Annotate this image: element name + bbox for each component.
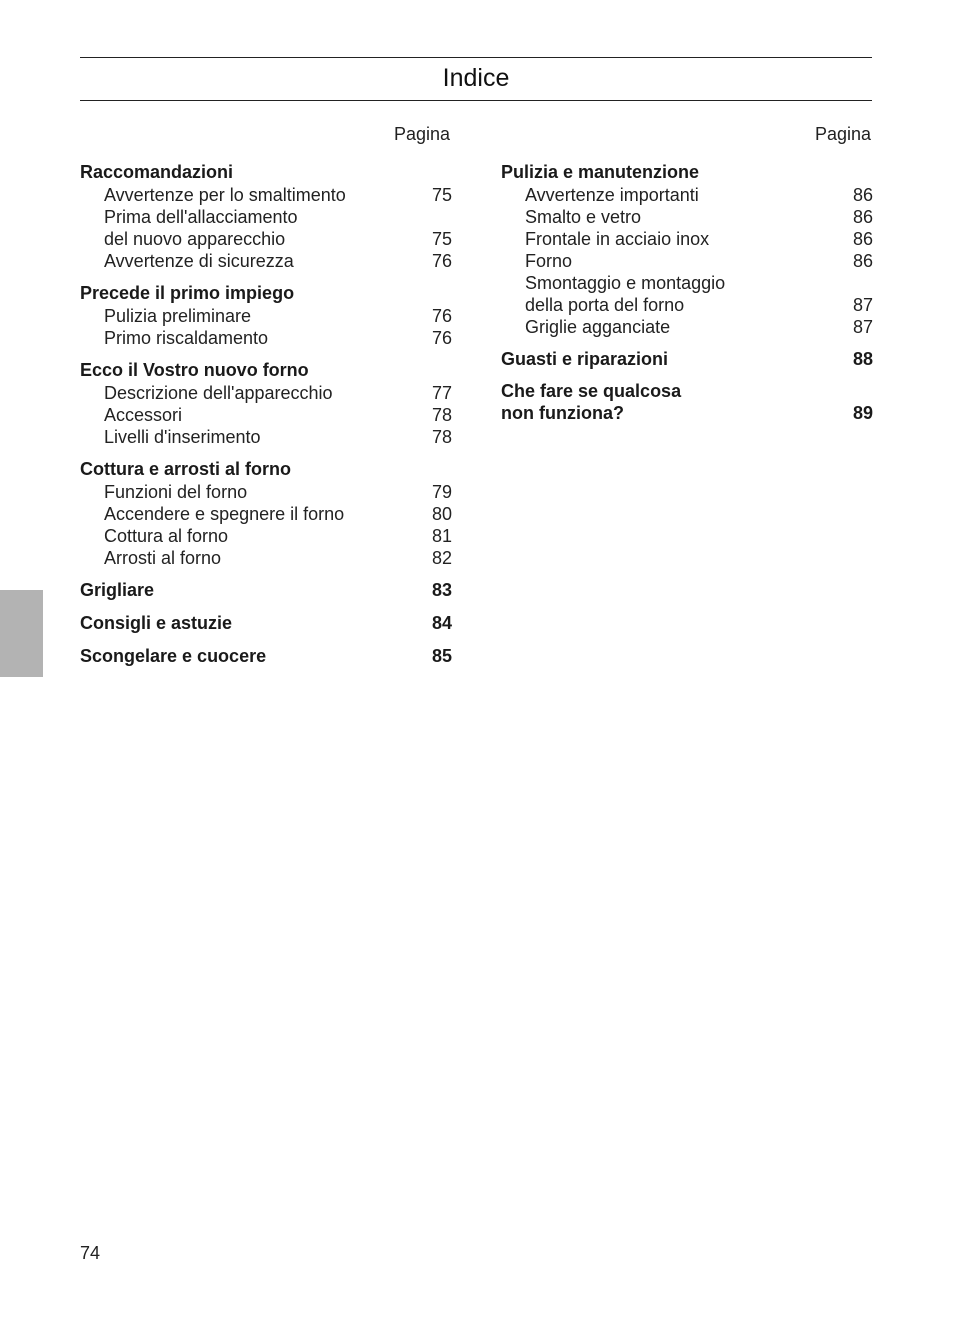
bottom-rule — [80, 100, 872, 101]
toc-heading[interactable] — [501, 402, 873, 424]
page-title: Indice — [442, 64, 510, 92]
toc-entry[interactable] — [80, 327, 452, 349]
toc-entry[interactable] — [80, 250, 452, 272]
toc-entry-page-number: 86 — [852, 229, 873, 249]
toc-entry-page-number: 87 — [852, 295, 873, 315]
toc-section — [501, 160, 873, 338]
toc-entry-label: Avvertenze importanti — [525, 185, 699, 205]
toc-entry-page-number: 87 — [852, 317, 873, 337]
toc-entry-label: Avvertenze per lo smaltimento — [104, 185, 346, 205]
toc-entry[interactable] — [80, 404, 452, 426]
toc-heading-page-number: 89 — [852, 403, 873, 423]
toc-entry-label: Cottura al forno — [104, 526, 229, 546]
toc-section — [80, 578, 452, 602]
toc-entry[interactable] — [80, 525, 452, 547]
toc-entry-label: del nuovo apparecchio — [104, 229, 286, 249]
toc-heading[interactable] — [80, 457, 452, 481]
toc-section — [80, 160, 452, 272]
toc-heading[interactable] — [501, 380, 873, 402]
toc-heading[interactable] — [80, 578, 452, 602]
toc-entry-label: Funzioni del forno — [104, 482, 248, 502]
toc-heading-label: Raccomandazioni — [80, 162, 234, 182]
toc-column-right — [501, 122, 873, 433]
toc-entry-label: Pulizia preliminare — [104, 306, 252, 326]
toc-column-left — [80, 122, 452, 677]
toc-heading[interactable] — [80, 611, 452, 635]
toc-entry[interactable] — [501, 316, 873, 338]
toc-entry-page-number: 75 — [431, 185, 452, 205]
toc-heading-page-number: 83 — [431, 580, 452, 600]
toc-entry[interactable] — [80, 481, 452, 503]
toc-entry[interactable] — [501, 272, 873, 294]
toc-entry-label: Accendere e spegnere il forno — [104, 504, 345, 524]
toc-entry-page-number: 75 — [431, 229, 452, 249]
toc-heading-label: Precede il primo impiego — [80, 283, 295, 303]
toc-entry-page-number: 82 — [431, 548, 452, 568]
toc-entry[interactable] — [80, 547, 452, 569]
toc-entry-label: Smontaggio e montaggio — [525, 273, 726, 293]
toc-entry-page-number: 78 — [431, 405, 452, 425]
toc-heading[interactable] — [80, 644, 452, 668]
toc-section — [80, 457, 452, 569]
toc-entry[interactable] — [80, 228, 452, 250]
toc-section — [80, 281, 452, 349]
pagina-column-label: Pagina — [814, 124, 871, 144]
toc-entry-label: Livelli d'inserimento — [104, 427, 261, 447]
toc-heading-page-number: 88 — [852, 349, 873, 369]
toc-entry-page-number: 81 — [431, 526, 452, 546]
toc-entry-page-number: 86 — [852, 251, 873, 271]
toc-entry-page-number: 76 — [431, 306, 452, 326]
toc-entry-page-number: 80 — [431, 504, 452, 524]
toc-entry[interactable] — [501, 206, 873, 228]
toc-entry[interactable] — [80, 206, 452, 228]
toc-section — [80, 611, 452, 635]
top-rule — [80, 57, 872, 58]
toc-entry-page-number: 76 — [431, 328, 452, 348]
toc-section — [80, 644, 452, 668]
toc-entry-label: Arrosti al forno — [104, 548, 222, 568]
toc-entry-page-number: 76 — [431, 251, 452, 271]
page-number: 74 — [80, 1243, 101, 1263]
toc-heading[interactable] — [80, 160, 452, 184]
toc-heading[interactable] — [501, 347, 873, 371]
toc-section — [501, 347, 873, 371]
pagina-column-label: Pagina — [393, 124, 450, 144]
toc-entry[interactable] — [501, 250, 873, 272]
toc-entry-label: Prima dell'allacciamento — [104, 207, 298, 227]
toc-sections — [501, 160, 873, 424]
toc-entry-label: Avvertenze di sicurezza — [104, 251, 294, 271]
toc-section — [80, 358, 452, 448]
toc-entry-page-number: 86 — [852, 207, 873, 227]
toc-entry-label: Accessori — [104, 405, 183, 425]
toc-entry-label: Primo riscaldamento — [104, 328, 269, 348]
toc-heading[interactable] — [80, 358, 452, 382]
toc-heading-label: Scongelare e cuocere — [80, 646, 267, 666]
toc-entry-page-number: 79 — [431, 482, 452, 502]
toc-heading-label: Cottura e arrosti al forno — [80, 459, 292, 479]
toc-entry-label: Griglie agganciate — [525, 317, 671, 337]
toc-heading-label: Pulizia e manutenzione — [501, 162, 700, 182]
toc-heading-label: Ecco il Vostro nuovo forno — [80, 360, 309, 380]
toc-heading-label: Che fare se qualcosa — [501, 381, 682, 401]
toc-entry-page-number: 77 — [431, 383, 452, 403]
toc-entry-label: Forno — [525, 251, 573, 271]
toc-entry[interactable] — [501, 184, 873, 206]
toc-entry[interactable] — [80, 503, 452, 525]
toc-heading-label: Grigliare — [80, 580, 155, 600]
toc-entry-page-number: 86 — [852, 185, 873, 205]
toc-sections — [80, 160, 452, 668]
toc-entry[interactable] — [80, 305, 452, 327]
toc-entry[interactable] — [80, 184, 452, 206]
toc-heading-label: non funziona? — [501, 403, 624, 423]
toc-entry-label: Frontale in acciaio inox — [525, 229, 710, 249]
toc-heading-label: Consigli e astuzie — [80, 613, 233, 633]
toc-entry-label: della porta del forno — [525, 295, 685, 315]
toc-heading[interactable] — [80, 281, 452, 305]
toc-entry[interactable] — [80, 426, 452, 448]
toc-heading-label: Guasti e riparazioni — [501, 349, 669, 369]
toc-entry[interactable] — [80, 382, 452, 404]
toc-heading-page-number: 85 — [431, 646, 452, 666]
toc-entry[interactable] — [501, 228, 873, 250]
side-thumb-tab — [0, 590, 43, 677]
toc-entry-label: Smalto e vetro — [525, 207, 642, 227]
toc-heading-page-number: 84 — [431, 613, 452, 633]
toc-section — [501, 380, 873, 424]
toc-entry-page-number: 78 — [431, 427, 452, 447]
toc-entry[interactable] — [501, 294, 873, 316]
toc-entry-label: Descrizione dell'apparecchio — [104, 383, 333, 403]
toc-heading[interactable] — [501, 160, 873, 184]
